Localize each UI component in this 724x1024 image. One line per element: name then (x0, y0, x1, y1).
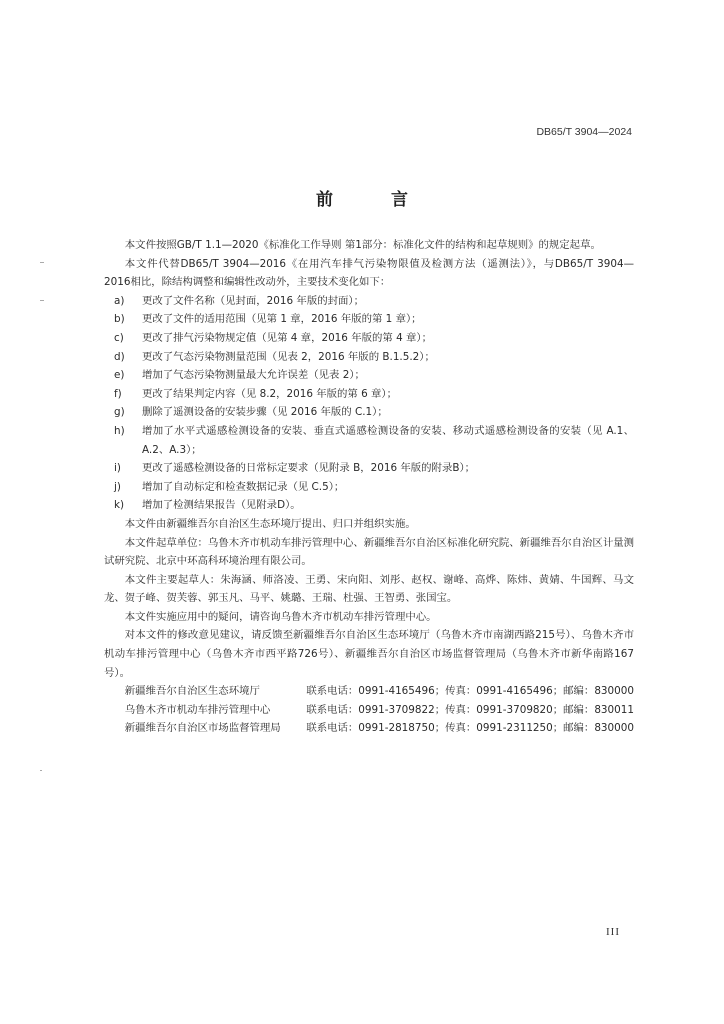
list-item-text: 更改了结果判定内容（见 8.2，2016 年版的第 6 章）； (142, 387, 398, 400)
scan-mark (40, 770, 42, 771)
intro-paragraph-1: 本文件按照GB/T 1.1—2020《标准化工作导则 第1部分：标准化文件的结构和起草规则》的规定起草。 (124, 239, 601, 251)
list-item-text: 更改了遥感检测设备的日常标定要求（见附录 B，2016 年版的附录B）； (142, 462, 476, 475)
list-item (104, 496, 634, 515)
inquiry-paragraph: 本文件实施应用中的疑问，请咨询乌鲁木齐市机动车排污管理中心。 (124, 610, 437, 623)
list-item-text: 增加了检测结果报告（见附录D）。 (142, 499, 301, 512)
list-item-text: 更改了文件的适用范围（见第 1 章，2016 年版的第 1 章）； (142, 313, 422, 326)
document-number: DB65/T 3904—2024 (536, 126, 632, 138)
list-marker: b) (114, 313, 125, 326)
contact-details: 联系电话：0991-4165496；传真：0991-4165496；邮编：830000 (306, 685, 634, 698)
contact-list (104, 682, 634, 738)
list-item-text: 更改了气态污染物测量范围（见表 2，2016 年版的 B.1.5.2）； (142, 350, 435, 363)
contact-row (104, 701, 634, 720)
list-marker: k) (114, 499, 125, 512)
list-item-text: 更改了文件名称（见封面，2016 年版的封面）； (142, 294, 364, 307)
list-item (104, 422, 634, 459)
contact-row (104, 682, 634, 701)
list-marker: e) (114, 369, 125, 382)
changes-list (104, 292, 634, 515)
contact-org: 新疆维吾尔自治区生态环境厅 (124, 685, 260, 698)
drafters-paragraph: 本文件主要起草人：朱海涵、师洛凌、王勇、宋向阳、刘彤、赵权、谢峰、高烨、陈炜、黄婧、牛国辉、马文龙、贺子峰、贺芙蓉、郭玉凡、马平、姚璐、王瑞、杜强、王智勇、张国宝。 (104, 573, 634, 605)
intro-paragraph-2: 本文件代替DB65/T 3904—2016《在用汽车排气污染物限值及检测方法（遥测法）》，与DB65/T 3904—2016相比，除结构调整和编辑性改动外，主要技术变化如下： (104, 257, 634, 289)
proposer-paragraph: 本文件由新疆维吾尔自治区生态环境厅提出、归口并组织实施。 (124, 517, 416, 530)
page-number: III (606, 926, 620, 938)
list-marker: a) (114, 294, 125, 307)
list-marker: j) (114, 480, 121, 493)
scan-mark (40, 262, 44, 263)
list-marker: h) (114, 424, 125, 437)
list-item (104, 348, 634, 367)
list-marker: f) (114, 387, 122, 400)
contact-org: 乌鲁木齐市机动车排污管理中心 (124, 703, 271, 716)
list-item (104, 385, 634, 404)
contact-details: 联系电话：0991-2818750；传真：0991-2311250；邮编：830000 (306, 722, 634, 735)
contact-row (104, 719, 634, 738)
drafting-units-paragraph: 本文件起草单位：乌鲁木齐市机动车排污管理中心、新疆维吾尔自治区标准化研究院、新疆维吾尔自治区计量测试研究院、北京中环高科环境治理有限公司。 (104, 536, 634, 568)
list-item (104, 310, 634, 329)
contact-details: 联系电话：0991-3709822；传真：0991-3709820；邮编：830011 (306, 703, 634, 716)
page-title: 前 言 (316, 190, 434, 210)
list-item (104, 329, 634, 348)
list-marker: g) (114, 406, 125, 419)
list-marker: i) (114, 462, 121, 475)
feedback-paragraph: 对本文件的修改意见建议，请反馈至新疆维吾尔自治区生态环境厅（乌鲁木齐市南湖西路215号）、乌鲁木齐市机动车排污管理中心（乌鲁木齐市西平路726号）、新疆维吾尔自治区市场监督管理局（乌鲁木齐市新华南路167号）。 (104, 629, 634, 679)
list-item-text: 更改了排气污染物规定值（见第 4 章，2016 年版的第 4 章）； (142, 331, 432, 344)
document-body (104, 236, 634, 738)
list-item-text: 增加了水平式遥感检测设备的安装、垂直式遥感检测设备的安装、移动式遥感检测设备的安装（见 A.1、A.2、A.3）； (142, 424, 634, 456)
list-item (104, 403, 634, 422)
list-item-text: 增加了气态污染物测量最大允许误差（见表 2）； (142, 369, 365, 382)
list-item-text: 增加了自动标定和检查数据记录（见 C.5）； (142, 480, 345, 493)
list-item (104, 366, 634, 385)
list-item (104, 459, 634, 478)
scan-mark (40, 300, 44, 301)
list-marker: d) (114, 350, 125, 363)
list-marker: c) (114, 331, 124, 344)
list-item-text: 删除了遥测设备的安装步骤（见 2016 年版的 C.1）； (142, 406, 388, 419)
list-item (104, 292, 634, 311)
contact-org: 新疆维吾尔自治区市场监督管理局 (124, 722, 281, 735)
list-item (104, 478, 634, 497)
